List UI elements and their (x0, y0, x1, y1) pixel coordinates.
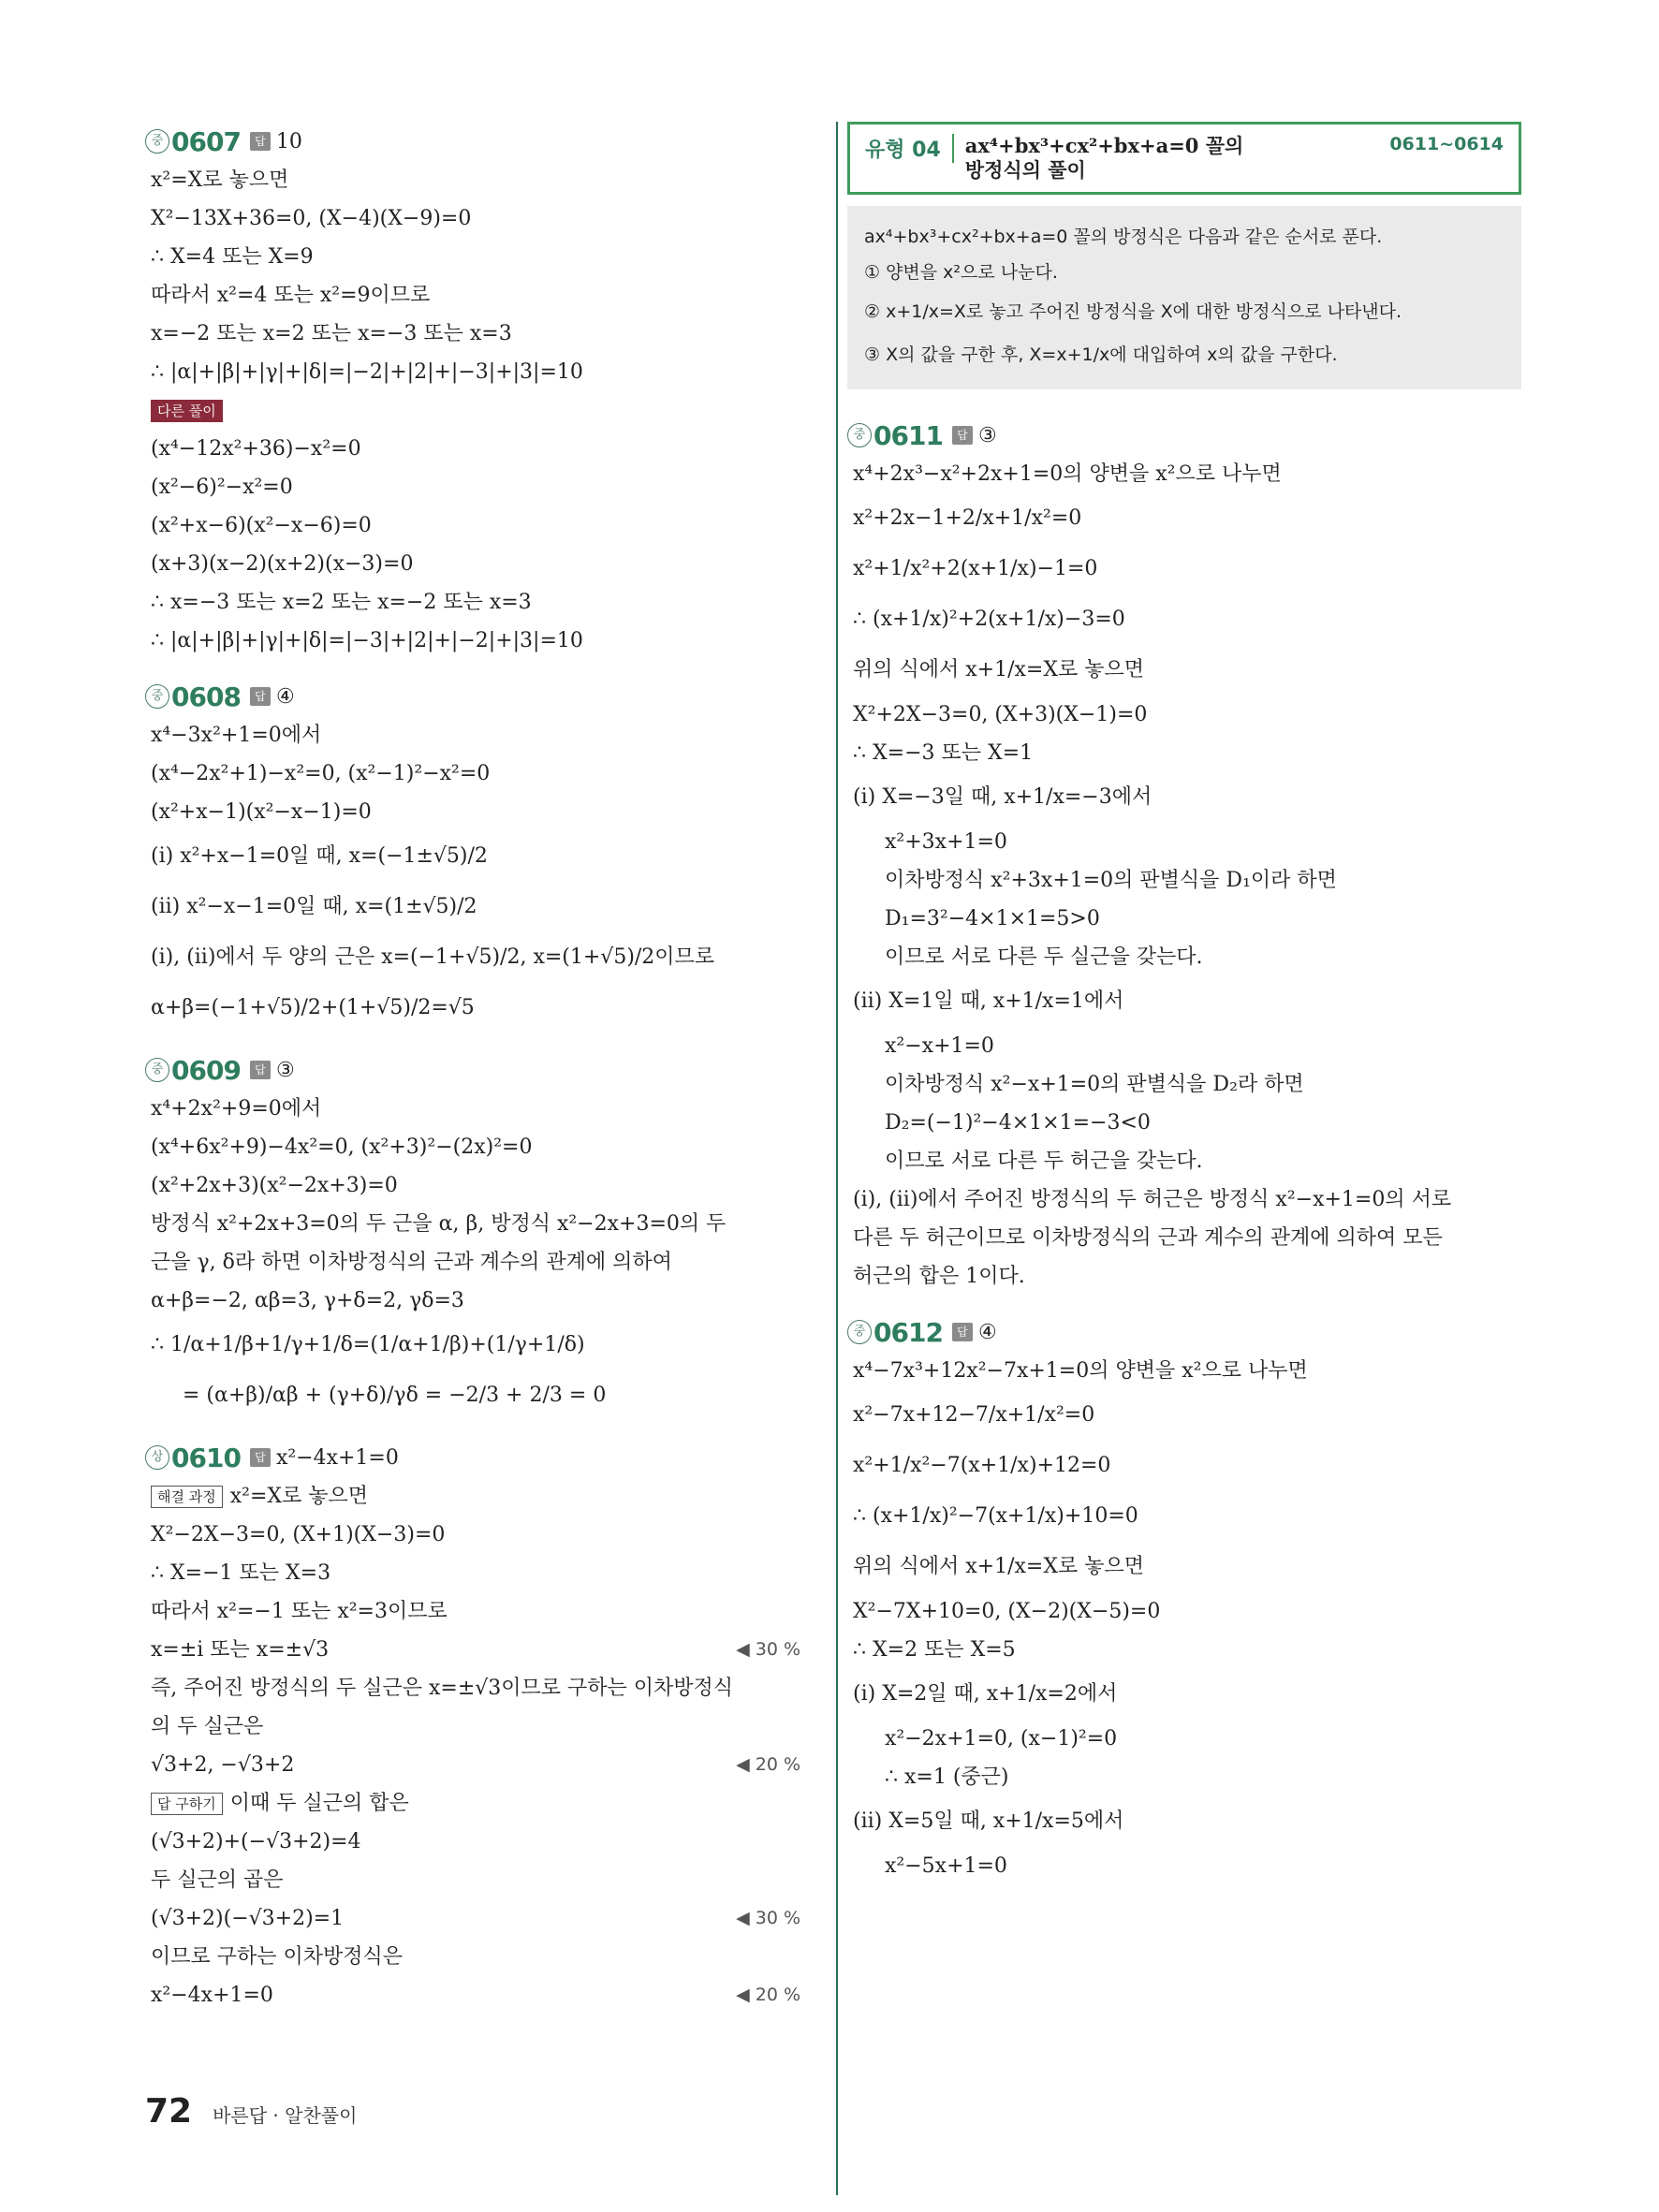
solution-line (145, 1090, 800, 1128)
type-range: 0611~0614 (1389, 134, 1504, 154)
solution-text: D₂=(−1)²−4×1×1=−3<0 (885, 1111, 1151, 1135)
solution-text: ∴ X=4 또는 X=9 (151, 245, 314, 269)
solution-line (145, 276, 800, 315)
type-desc-line: ① 양변을 x²으로 나눈다. (864, 262, 1058, 283)
solution-line (847, 1180, 1521, 1219)
page-number: 72 (145, 2092, 193, 2131)
solution-text: ∴ x=1 (중근) (885, 1765, 1009, 1789)
section-label: 해결 과정 (151, 1486, 223, 1508)
solution-text: ∴ X=2 또는 X=5 (853, 1638, 1016, 1662)
difficulty-badge: 상 (145, 1445, 169, 1470)
solution-line (847, 734, 1521, 772)
score-percent: ◀ 30 % (736, 1639, 800, 1660)
solution-text: x⁴+2x²+9=0에서 (151, 1097, 322, 1121)
solution-line (145, 882, 800, 932)
solution-text: ∴ 1/α+1/β+1/γ+1/δ=(1/α+1/β)+(1/γ+1/δ) (151, 1333, 585, 1356)
solution-text: 이때 두 실근의 합은 (229, 1792, 409, 1815)
solution-text: = (α+β)/αβ + (γ+δ)/γδ = −2/3 + 2/3 = 0 (183, 1384, 607, 1407)
answer-value: ③ (977, 423, 997, 447)
solution-text: 이므로 서로 다른 두 실근을 갖는다. (885, 945, 1203, 969)
solution-line (145, 1784, 800, 1823)
difficulty-badge: 중 (847, 1320, 872, 1344)
problem-block (847, 1312, 1521, 1885)
solution-line (145, 754, 800, 793)
solution-line (145, 831, 800, 882)
answer-icon: 답 (250, 132, 271, 151)
solution-text: 근을 γ, δ라 하면 이차방정식의 근과 계수의 관계에 의하여 (151, 1251, 672, 1274)
solution-text: α+β=(−1+√5)/2+(1+√5)/2=√5 (151, 996, 475, 1019)
solution-text: (i) X=2일 때, x+1/x=2에서 (853, 1682, 1118, 1706)
solution-text: ∴ x=−3 또는 x=2 또는 x=−2 또는 x=3 (151, 591, 532, 614)
solution-text: 방정식 x²+2x+3=0의 두 근을 α, β, 방정식 x²−2x+3=0의 두 (151, 1212, 727, 1236)
solution-line (847, 1796, 1521, 1847)
solution-text: 따라서 x²=4 또는 x²=9이므로 (151, 284, 431, 307)
column-divider (836, 122, 838, 2195)
solution-line (847, 1390, 1521, 1441)
solution-line (145, 1669, 800, 1707)
answer-icon: 답 (952, 1323, 973, 1341)
problem-number: 0611 (874, 419, 943, 451)
solution-text: x⁴+2x³−x²+2x+1=0의 양변을 x²으로 나누면 (853, 462, 1282, 486)
solution-text: (x²+x−6)(x²−x−6)=0 (151, 514, 372, 537)
solution-text: x²+3x+1=0 (885, 830, 1007, 854)
solution-line (847, 861, 1521, 900)
solution-text: x²−4x+1=0 (151, 1984, 273, 2007)
solution-line (847, 455, 1521, 493)
solution-line (145, 199, 800, 238)
solution-text: (x²+x−1)(x²−x−1)=0 (151, 800, 372, 824)
solution-line (145, 468, 800, 506)
solution-text: 즉, 주어진 방정식의 두 실근은 x=±√3이므로 구하는 이차방정식 (151, 1677, 734, 1700)
solution-line (847, 1542, 1521, 1592)
solution-line (847, 1631, 1521, 1669)
solution-text: x²=X로 놓으면 (151, 168, 289, 192)
solution-text: (√3+2)(−√3+2)=1 (151, 1907, 345, 1930)
solution-text: (ii) X=5일 때, x+1/x=5에서 (853, 1809, 1124, 1833)
solution-text: 허근의 합은 1이다. (853, 1265, 1025, 1288)
answer-value: ③ (275, 1058, 295, 1082)
problem-header (145, 677, 800, 716)
solution-line (145, 506, 800, 545)
solution-text: ∴ X=−1 또는 X=3 (151, 1561, 331, 1585)
solution-line (145, 1320, 800, 1370)
solution-text: (x⁴−12x²+36)−x²=0 (151, 437, 361, 461)
solution-line (145, 1128, 800, 1166)
problem-header (145, 1050, 800, 1090)
solution-line (145, 793, 800, 831)
solution-line (145, 1477, 800, 1516)
solution-line (145, 1631, 800, 1669)
solution-text: x⁴−3x²+1=0에서 (151, 724, 322, 747)
solution-text: (i), (ii)에서 두 양의 근은 x=(−1+√5)/2, x=(1+√5)/2이므로 (151, 945, 715, 969)
type-box (847, 122, 1521, 389)
solution-text: x²+1/x²−7(x+1/x)+12=0 (853, 1454, 1111, 1477)
solution-text: (x²−6)²−x²=0 (151, 476, 293, 499)
right-problems (847, 416, 1521, 1885)
solution-text: x²+1/x²+2(x+1/x)−1=0 (853, 557, 1098, 580)
solution-line (145, 622, 800, 660)
problem-number: 0609 (171, 1054, 241, 1086)
solution-text: x²=X로 놓으면 (229, 1485, 369, 1508)
answer-icon: 답 (250, 687, 271, 706)
solution-line (145, 353, 800, 391)
solution-line (847, 1065, 1521, 1104)
solution-line (847, 976, 1521, 1027)
type-header (847, 122, 1521, 195)
book-title: 바른답 · 알찬풀이 (213, 2104, 358, 2127)
solution-line (145, 161, 800, 199)
solution-text: x²−5x+1=0 (885, 1854, 1007, 1878)
solution-text: 위의 식에서 x+1/x=X로 놓으면 (853, 1555, 1145, 1578)
solution-line (145, 1707, 800, 1746)
left-column (145, 122, 800, 2031)
solution-line (145, 1370, 800, 1421)
solution-line (847, 1257, 1521, 1296)
solution-text: (i), (ii)에서 주어진 방정식의 두 허근은 방정식 x²−x+1=0의 서로 (853, 1188, 1452, 1211)
solution-text: (x⁴+6x²+9)−4x²=0, (x²+3)²−(2x)²=0 (151, 1135, 533, 1159)
type-title-line-2: 방정식의 풀이 (964, 158, 1086, 182)
solution-line (847, 1027, 1521, 1065)
type-desc-line: ax⁴+bx³+cx²+bx+a=0 꼴의 방정식은 다음과 같은 순서로 푼다. (864, 227, 1383, 247)
solution-line (145, 1592, 800, 1631)
solution-text: (ii) X=1일 때, x+1/x=1에서 (853, 989, 1124, 1013)
solution-line (847, 1758, 1521, 1796)
right-column (847, 122, 1521, 1902)
difficulty-badge: 중 (145, 684, 169, 709)
solution-line (847, 772, 1521, 823)
solution-line (847, 1104, 1521, 1142)
solution-line (847, 594, 1521, 645)
solution-line (847, 1352, 1521, 1390)
solution-text: 따라서 x²=−1 또는 x²=3이므로 (151, 1600, 448, 1623)
solution-line (145, 238, 800, 276)
type-title-line-1: ax⁴+bx³+cx²+bx+a=0 꼴의 (964, 134, 1244, 157)
solution-line (145, 1823, 800, 1861)
difficulty-badge: 중 (145, 129, 169, 154)
solution-line (847, 900, 1521, 938)
problem-header (145, 1438, 800, 1477)
solution-line (847, 1491, 1521, 1542)
problem-number: 0608 (171, 681, 241, 712)
type-description (847, 206, 1521, 389)
solution-line (145, 1746, 800, 1784)
problem-number: 0607 (171, 125, 241, 157)
solution-text: (i) x²+x−1=0일 때, x=(−1±√5)/2 (151, 844, 488, 868)
solution-text: x²−2x+1=0, (x−1)²=0 (885, 1727, 1118, 1751)
type-desc-line: ② x+1/x=X로 놓고 주어진 방정식을 X에 대한 방정식으로 나타낸다. (864, 301, 1402, 322)
problem-number: 0612 (874, 1316, 943, 1348)
problem-block (145, 1438, 800, 2014)
solution-text: 이차방정식 x²−x+1=0의 판별식을 D₂라 하면 (885, 1073, 1304, 1096)
problem-header (847, 416, 1521, 455)
score-percent: ◀ 20 % (736, 1754, 800, 1775)
solution-text: (x+3)(x−2)(x+2)(x−3)=0 (151, 552, 414, 576)
solution-line (145, 430, 800, 468)
solution-line (145, 1166, 800, 1205)
solution-text: 이차방정식 x²+3x+1=0의 판별식을 D₁이라 하면 (885, 869, 1337, 892)
problem-header (145, 122, 800, 161)
solution-line (847, 1669, 1521, 1720)
answer-icon: 답 (952, 426, 973, 445)
solution-text: 위의 식에서 x+1/x=X로 놓으면 (853, 658, 1145, 681)
solution-line (847, 1592, 1521, 1631)
difficulty-badge: 중 (847, 423, 872, 447)
score-percent: ◀ 30 % (736, 1908, 800, 1928)
solution-text: ∴ (x+1/x)²−7(x+1/x)+10=0 (853, 1504, 1138, 1528)
answer-value: ④ (977, 1320, 997, 1344)
answer-icon: 답 (250, 1448, 271, 1467)
section-label: 다른 풀이 (151, 400, 223, 422)
solution-text: x²−7x+12−7/x+1/x²=0 (853, 1403, 1095, 1427)
problem-header (847, 1312, 1521, 1352)
solution-line (847, 1142, 1521, 1180)
answer-value: x²−4x+1=0 (275, 1445, 399, 1470)
solution-text: x²+2x−1+2/x+1/x²=0 (853, 506, 1082, 530)
solution-line (847, 645, 1521, 696)
solution-text: 이므로 서로 다른 두 허근을 갖는다. (885, 1150, 1203, 1173)
solution-line (145, 315, 800, 353)
solution-text: X²−13X+36=0, (X−4)(X−9)=0 (151, 207, 472, 230)
solution-text: (x⁴−2x²+1)−x²=0, (x²−1)²−x²=0 (151, 762, 491, 785)
solution-line (847, 493, 1521, 544)
solution-line (847, 1219, 1521, 1257)
type-label: 유형 04 (865, 134, 954, 163)
solution-text: ∴ |α|+|β|+|γ|+|δ|=|−3|+|2|+|−2|+|3|=10 (151, 629, 583, 652)
solution-text: 의 두 실근은 (151, 1715, 264, 1738)
answer-value: ④ (275, 684, 295, 709)
solution-text: √3+2, −√3+2 (151, 1753, 295, 1777)
solution-text: (x²+2x+3)(x²−2x+3)=0 (151, 1174, 398, 1197)
solution-line (145, 1282, 800, 1320)
solution-text: (i) X=−3일 때, x+1/x=−3에서 (853, 785, 1152, 809)
solution-line (145, 716, 800, 754)
problem-block (847, 416, 1521, 1296)
solution-line (145, 1516, 800, 1554)
solution-text: ∴ X=−3 또는 X=1 (853, 741, 1034, 765)
difficulty-badge: 중 (145, 1058, 169, 1082)
solution-line (145, 583, 800, 622)
solution-text: x=−2 또는 x=2 또는 x=−3 또는 x=3 (151, 322, 512, 345)
solution-line (145, 1976, 800, 2014)
solution-line (847, 823, 1521, 861)
section-label: 답 구하기 (151, 1793, 223, 1815)
answer-icon: 답 (250, 1061, 271, 1079)
solution-line (145, 983, 800, 1033)
solution-text: (ii) x²−x−1=0일 때, x=(1±√5)/2 (151, 895, 477, 918)
solution-line (847, 544, 1521, 594)
solution-text: ∴ |α|+|β|+|γ|+|δ|=|−2|+|2|+|−3|+|3|=10 (151, 360, 583, 384)
page-footer (145, 2092, 357, 2131)
solution-line (847, 1441, 1521, 1491)
solution-text: X²+2X−3=0, (X+3)(X−1)=0 (853, 703, 1148, 726)
solution-line (145, 391, 800, 430)
problem-block (145, 122, 800, 660)
solution-text: x²−x+1=0 (885, 1034, 994, 1058)
solution-line (145, 545, 800, 583)
answer-value: 10 (275, 129, 302, 154)
solution-line (847, 938, 1521, 976)
solution-text: (√3+2)+(−√3+2)=4 (151, 1830, 361, 1853)
type-title (965, 134, 1390, 183)
solution-line (145, 1899, 800, 1938)
solution-text: D₁=3²−4×1×1=5>0 (885, 907, 1100, 930)
type-desc-line: ③ X의 값을 구한 후, X=x+1/x에 대입하여 x의 값을 구한다. (864, 344, 1338, 365)
solution-line (145, 1938, 800, 1976)
solution-text: x⁴−7x³+12x²−7x+1=0의 양변을 x²으로 나누면 (853, 1359, 1308, 1383)
solution-line (847, 696, 1521, 734)
solution-line (145, 932, 800, 983)
solution-text: 이므로 구하는 이차방정식은 (151, 1945, 404, 1969)
solution-line (145, 1205, 800, 1243)
solution-line (847, 1847, 1521, 1885)
solution-line (847, 1720, 1521, 1758)
solution-text: X²−2X−3=0, (X+1)(X−3)=0 (151, 1523, 446, 1546)
solution-text: ∴ (x+1/x)²+2(x+1/x)−3=0 (853, 608, 1125, 631)
score-percent: ◀ 20 % (736, 1985, 800, 2005)
solution-line (145, 1861, 800, 1899)
solution-text: X²−7X+10=0, (X−2)(X−5)=0 (853, 1600, 1161, 1623)
solution-line (145, 1243, 800, 1282)
problem-number: 0610 (171, 1442, 241, 1473)
problem-block (145, 1050, 800, 1421)
solution-line (145, 1554, 800, 1592)
solution-text: 두 실근의 곱은 (151, 1868, 284, 1892)
problem-block (145, 677, 800, 1033)
solution-text: x=±i 또는 x=±√3 (151, 1638, 330, 1662)
solution-text: α+β=−2, αβ=3, γ+δ=2, γδ=3 (151, 1289, 464, 1312)
solution-text: 다른 두 허근이므로 이차방정식의 근과 계수의 관계에 의하여 모든 (853, 1226, 1443, 1250)
